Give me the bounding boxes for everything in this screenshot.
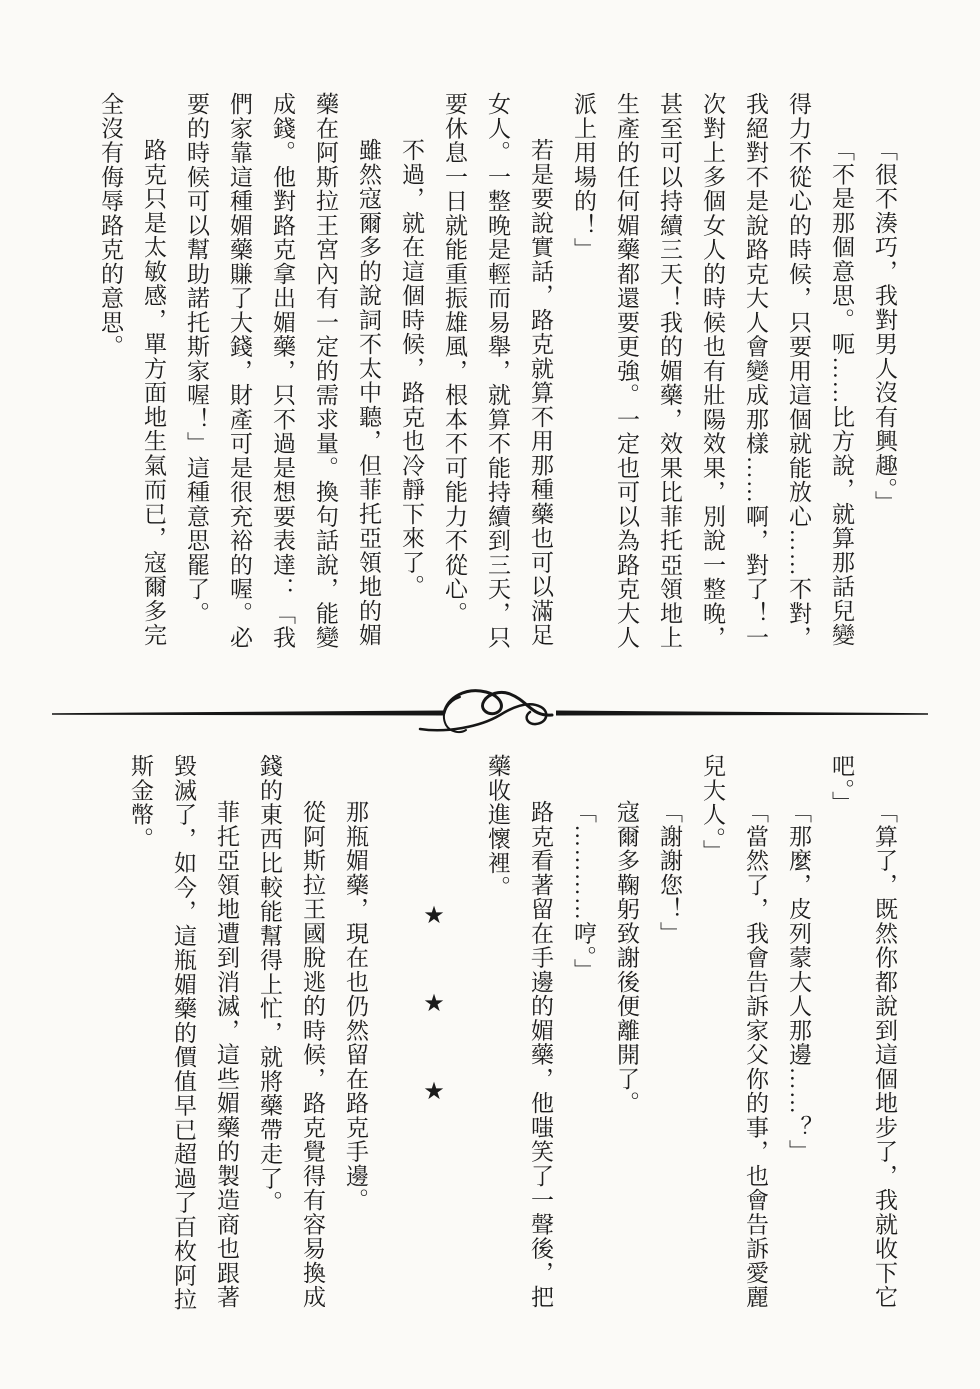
dialogue-paragraph: 「很不湊巧，我對男人沒有興趣。」 — [872, 138, 897, 515]
narration-paragraph: 從阿斯拉王國脫逃的時候，路克覺得有容易換成錢的東西比較能幫得上忙，就將藥帶走了。 — [257, 754, 325, 1310]
bottom-text-block — [119, 754, 906, 1312]
narration-paragraph: 不過，就在這個時候，路克也冷靜下來了。 — [399, 138, 424, 599]
calligraphic-flourish-icon — [44, 682, 936, 744]
narration-paragraph: 那瓶媚藥，現在也仍然留在路克手邊。 — [343, 800, 368, 1213]
dialogue-paragraph: 「當然了，我會告訴家父你的事，也會告訴愛麗兒大人。」 — [700, 754, 768, 1310]
narration-paragraph: 路克只是太敏感，單方面地生氣而已，寇爾多完全沒有侮辱路克的意思。 — [98, 92, 166, 648]
narration-paragraph: 若是要說實話，路克就算不用那種藥也可以滿足女人。一整晚是輕而易舉，就算不能持續到三天，只要休息一日就能重振雄風，根本不可能力不從心。 — [442, 92, 553, 650]
dialogue-paragraph: 「那麼，皮列蒙大人那邊……？」 — [786, 800, 811, 1164]
dialogue-paragraph: 「算了，既然你都說到這個地步了，我就收下它吧。」 — [829, 754, 897, 1310]
narration-paragraph: 寇爾多鞠躬致謝後便離開了。 — [614, 800, 639, 1116]
narration-paragraph: 雖然寇爾多的說詞不太中聽，但菲托亞領地的媚藥在阿斯拉王宮內有一定的需求量。換句話說，能變成錢。他對路克拿出媚藥，只不過是想要表達：「我們家靠這種媚藥賺了大錢，財產可是很充裕的喔。必要的時候可以幫助諾托斯家喔！」這種意思罷了。 — [184, 92, 381, 650]
top-text-block — [89, 92, 906, 650]
dialogue-paragraph: 「謝謝您！」 — [657, 800, 682, 946]
narration-paragraph: 路克看著留在手邊的媚藥，他嗤笑了一聲後，把藥收進懷裡。 — [485, 754, 553, 1310]
scene-break-stars: ★★★ — [420, 901, 446, 1165]
dialogue-paragraph: 「…………哼。」 — [571, 800, 596, 983]
narration-paragraph: 菲托亞領地遭到消滅，這些媚藥的製造商也跟著毀滅了，如今，這瓶媚藥的價值早已超過了百枚阿拉斯金幣。 — [128, 754, 239, 1312]
section-divider — [44, 682, 936, 744]
dialogue-paragraph: 「不是那個意思。呃……比方說，就算那話兒變得力不從心的時候，只要用這個就能放心……不對，我絕對不是說路克大人會變成那樣……啊，對了！一次對上多個女人的時候也有壯陽效果，別說一整晚，甚至可以持續三天！我的媚藥，效果比菲托亞領地上生產的任何媚藥都還要更強。一定也可以為路克大人派上用場的！」 — [571, 92, 854, 650]
